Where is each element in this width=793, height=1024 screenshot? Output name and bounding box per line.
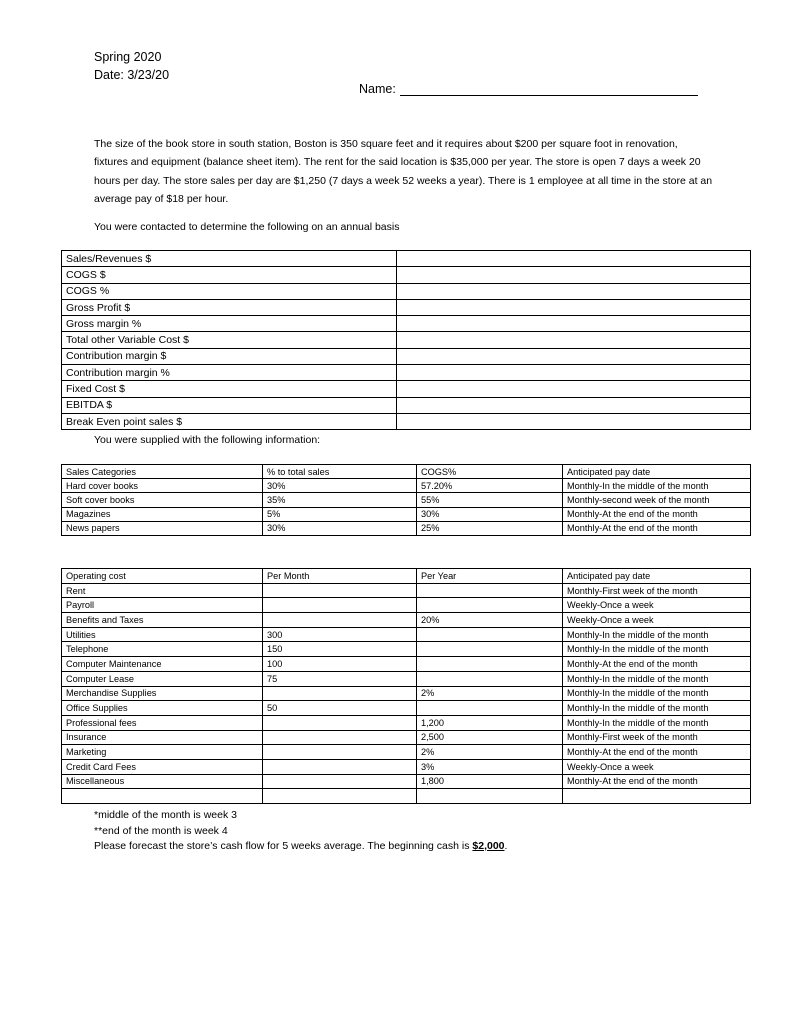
forecast-instruction bbox=[94, 839, 507, 855]
table-row bbox=[62, 299, 751, 315]
column-header: Anticipated pay date bbox=[563, 465, 751, 479]
table-cell: Insurance bbox=[62, 730, 263, 745]
table-cell: Miscellaneous bbox=[62, 774, 263, 789]
table-row bbox=[62, 507, 751, 521]
table-row bbox=[62, 332, 751, 348]
table-cell: Monthly-At the end of the month bbox=[563, 657, 751, 672]
table-cell: 3% bbox=[417, 759, 563, 774]
table-cell: Monthly-In the middle of the month bbox=[563, 642, 751, 657]
name-field bbox=[359, 82, 698, 96]
metric-label: Fixed Cost $ bbox=[62, 381, 397, 397]
header-row bbox=[62, 569, 751, 584]
metric-label: Gross Profit $ bbox=[62, 299, 397, 315]
table-row bbox=[62, 745, 751, 760]
table-cell bbox=[417, 789, 563, 804]
table-row bbox=[62, 715, 751, 730]
table-row bbox=[62, 397, 751, 413]
table-cell: Office Supplies bbox=[62, 701, 263, 716]
name-blank-line bbox=[400, 82, 698, 96]
table-row bbox=[62, 627, 751, 642]
table-cell: 150 bbox=[263, 642, 417, 657]
table-cell bbox=[263, 583, 417, 598]
table-row bbox=[62, 251, 751, 267]
metric-label: COGS % bbox=[62, 283, 397, 299]
table-cell: 1,200 bbox=[417, 715, 563, 730]
table-cell bbox=[263, 774, 417, 789]
table-cell: Weekly-Once a week bbox=[563, 613, 751, 628]
table-cell: 2% bbox=[417, 745, 563, 760]
supplied-label: You were supplied with the following information: bbox=[94, 434, 321, 446]
metric-answer-cell bbox=[397, 397, 751, 413]
metric-label: Contribution margin % bbox=[62, 365, 397, 381]
column-header: Anticipated pay date bbox=[563, 569, 751, 584]
table-cell: Utilities bbox=[62, 627, 263, 642]
table-row bbox=[62, 701, 751, 716]
table-cell: Credit Card Fees bbox=[62, 759, 263, 774]
metric-answer-cell bbox=[397, 267, 751, 283]
metric-answer-cell bbox=[397, 332, 751, 348]
table-cell: 25% bbox=[417, 521, 563, 535]
header-block bbox=[94, 48, 169, 84]
table-cell: Monthly-In the middle of the month bbox=[563, 479, 751, 493]
table-cell: 300 bbox=[263, 627, 417, 642]
metric-label: COGS $ bbox=[62, 267, 397, 283]
table-row bbox=[62, 671, 751, 686]
table-cell bbox=[263, 613, 417, 628]
table-cell: Professional fees bbox=[62, 715, 263, 730]
table-cell: 50 bbox=[263, 701, 417, 716]
table-cell: 2% bbox=[417, 686, 563, 701]
table-cell: Weekly-Once a week bbox=[563, 598, 751, 613]
table-cell: 55% bbox=[417, 493, 563, 507]
table-cell: Computer Maintenance bbox=[62, 657, 263, 672]
table-row bbox=[62, 583, 751, 598]
table-cell bbox=[263, 730, 417, 745]
table-row bbox=[62, 657, 751, 672]
metric-answer-cell bbox=[397, 381, 751, 397]
table-cell: Monthly-second week of the month bbox=[563, 493, 751, 507]
table-row bbox=[62, 521, 751, 535]
table-cell: 5% bbox=[263, 507, 417, 521]
table-cell: Monthly-In the middle of the month bbox=[563, 715, 751, 730]
metric-answer-cell bbox=[397, 365, 751, 381]
forecast-text: Please forecast the store’s cash flow for 5 weeks average. The beginning cash is bbox=[94, 840, 473, 852]
column-header: COGS% bbox=[417, 465, 563, 479]
table-row bbox=[62, 789, 751, 804]
column-header: Sales Categories bbox=[62, 465, 263, 479]
term-label: Spring 2020 bbox=[94, 50, 162, 64]
instruction-text: You were contacted to determine the following on an annual basis bbox=[94, 221, 400, 233]
table-cell: Payroll bbox=[62, 598, 263, 613]
table-cell: 100 bbox=[263, 657, 417, 672]
table-cell: Soft cover books bbox=[62, 493, 263, 507]
table-row bbox=[62, 642, 751, 657]
header-row bbox=[62, 465, 751, 479]
note-end-month: **end of the month is week 4 bbox=[94, 824, 228, 837]
table-cell bbox=[417, 583, 563, 598]
table-cell: Marketing bbox=[62, 745, 263, 760]
table-cell: News papers bbox=[62, 521, 263, 535]
table-cell: 2,500 bbox=[417, 730, 563, 745]
table-cell: Telephone bbox=[62, 642, 263, 657]
table-row bbox=[62, 316, 751, 332]
table-cell: Monthly-At the end of the month bbox=[563, 745, 751, 760]
metric-label: Sales/Revenues $ bbox=[62, 251, 397, 267]
note-middle-month: *middle of the month is week 3 bbox=[94, 809, 237, 821]
table-cell bbox=[263, 686, 417, 701]
intro-paragraph: The size of the book store in south station, Boston is 350 square feet and it requires about $200 per square foot in renovation, fixtures and equipment (balance sheet item). The rent for the said location is $35,000 per year. The store is open 7 days a week 20 hours per day. The store sales per day are $1,250 (7 days a week 52 weeks a year). There is 1 employee at all time in the store at an average pay of $18 per hour. bbox=[94, 138, 713, 206]
table-cell bbox=[263, 789, 417, 804]
table-cell: Monthly-In the middle of the month bbox=[563, 686, 751, 701]
table-cell: Monthly-At the end of the month bbox=[563, 521, 751, 535]
table-cell: 20% bbox=[417, 613, 563, 628]
table-cell: Monthly-In the middle of the month bbox=[563, 701, 751, 716]
forecast-period: . bbox=[504, 840, 508, 852]
table-row bbox=[62, 348, 751, 364]
table-cell bbox=[417, 627, 563, 642]
table-cell: 30% bbox=[417, 507, 563, 521]
column-header: Per Month bbox=[263, 569, 417, 584]
table-cell: Rent bbox=[62, 583, 263, 598]
table-cell: Monthly-In the middle of the month bbox=[563, 671, 751, 686]
table-cell: Monthly-At the end of the month bbox=[563, 507, 751, 521]
metric-label: Break Even point sales $ bbox=[62, 413, 397, 429]
table-cell bbox=[263, 745, 417, 760]
table-cell bbox=[417, 657, 563, 672]
operating-cost-table bbox=[61, 568, 751, 804]
metric-answer-cell bbox=[397, 348, 751, 364]
table-cell: Computer Lease bbox=[62, 671, 263, 686]
table-cell: Magazines bbox=[62, 507, 263, 521]
table-cell: 1,800 bbox=[417, 774, 563, 789]
table-cell: 57.20% bbox=[417, 479, 563, 493]
footer-notes bbox=[94, 808, 507, 855]
annual-metrics-table bbox=[61, 250, 751, 430]
date-label: Date: 3/23/20 bbox=[94, 68, 170, 82]
table-row bbox=[62, 267, 751, 283]
table-cell: Monthly-In the middle of the month bbox=[563, 627, 751, 642]
table-row bbox=[62, 730, 751, 745]
table-row bbox=[62, 493, 751, 507]
table-row bbox=[62, 598, 751, 613]
table-cell bbox=[263, 759, 417, 774]
column-header: % to total sales bbox=[263, 465, 417, 479]
table-cell: Monthly-First week of the month bbox=[563, 730, 751, 745]
metric-label: EBITDA $ bbox=[62, 397, 397, 413]
table-cell: 30% bbox=[263, 479, 417, 493]
table-row bbox=[62, 613, 751, 628]
table-row bbox=[62, 365, 751, 381]
table-cell bbox=[417, 642, 563, 657]
beginning-cash: $2,000 bbox=[472, 840, 505, 852]
table-row bbox=[62, 283, 751, 299]
table-cell: 35% bbox=[263, 493, 417, 507]
metric-label: Contribution margin $ bbox=[62, 348, 397, 364]
table-cell bbox=[263, 598, 417, 613]
table-cell: Benefits and Taxes bbox=[62, 613, 263, 628]
table-cell bbox=[263, 715, 417, 730]
table-cell: Monthly-At the end of the month bbox=[563, 774, 751, 789]
sales-categories-table bbox=[61, 464, 751, 536]
metric-label: Gross margin % bbox=[62, 316, 397, 332]
metric-answer-cell bbox=[397, 283, 751, 299]
metric-label: Total other Variable Cost $ bbox=[62, 332, 397, 348]
metric-answer-cell bbox=[397, 413, 751, 429]
table-cell: 30% bbox=[263, 521, 417, 535]
table-cell: Hard cover books bbox=[62, 479, 263, 493]
table-cell bbox=[417, 671, 563, 686]
table-cell bbox=[563, 789, 751, 804]
table-cell: Weekly-Once a week bbox=[563, 759, 751, 774]
table-cell: Monthly-First week of the month bbox=[563, 583, 751, 598]
table-row bbox=[62, 774, 751, 789]
table-row bbox=[62, 759, 751, 774]
table-cell: 75 bbox=[263, 671, 417, 686]
table-row bbox=[62, 479, 751, 493]
column-header: Operating cost bbox=[62, 569, 263, 584]
metric-answer-cell bbox=[397, 251, 751, 267]
name-label: Name: bbox=[359, 82, 396, 96]
table-row bbox=[62, 381, 751, 397]
table-cell bbox=[417, 598, 563, 613]
table-row bbox=[62, 686, 751, 701]
metric-answer-cell bbox=[397, 316, 751, 332]
table-cell: Merchandise Supplies bbox=[62, 686, 263, 701]
table-cell bbox=[62, 789, 263, 804]
table-row bbox=[62, 413, 751, 429]
metric-answer-cell bbox=[397, 299, 751, 315]
table-cell bbox=[417, 701, 563, 716]
column-header: Per Year bbox=[417, 569, 563, 584]
